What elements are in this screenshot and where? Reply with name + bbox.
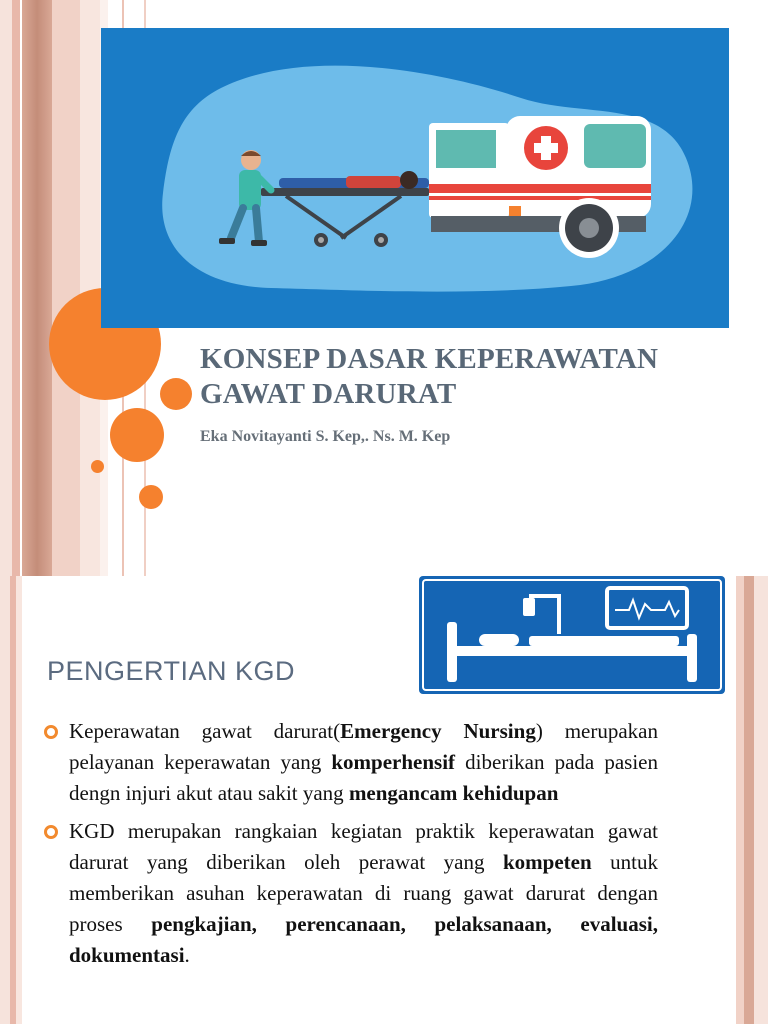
bullet-item-1 bbox=[44, 716, 658, 809]
section-heading: PENGERTIAN KGD bbox=[47, 656, 296, 686]
stripe-dark bbox=[22, 0, 52, 576]
stripe-right-dark bbox=[744, 576, 754, 1024]
title-line-2: GAWAT DARURAT bbox=[200, 378, 457, 410]
definition-slide bbox=[0, 576, 768, 1024]
author-name: Eka Novitayanti S. Kep,. Ns. M. Kep bbox=[200, 428, 451, 445]
orange-circle-medium bbox=[110, 408, 164, 462]
orange-circle-tiny bbox=[91, 460, 104, 473]
hospital-bed-monitor-icon bbox=[419, 576, 725, 694]
stripe-left-pale bbox=[16, 576, 22, 1024]
bullet-circle-icon bbox=[44, 725, 58, 739]
bullet-2-text: KGD merupakan rangkaian kegiatan praktik keperawatan gawat darurat yang diberikan oleh perawat yang kompeten untuk memberikan asuhan keperawatan di ruang gawat darurat dengan proses pengkajian, perencanaan, pelaksanaan, evaluasi, dokumentasi. bbox=[69, 819, 658, 967]
bullet-1-text: Keperawatan gawat darurat(Emergency Nursing) merupakan pelayanan keperawatan yang komperhensif diberikan pada pasien dengn injuri akut atau sakit yang mengancam kehidupan bbox=[69, 719, 658, 805]
stripe-light bbox=[0, 0, 12, 576]
stripe-left-light bbox=[0, 576, 10, 1024]
orange-circle-small-2 bbox=[139, 485, 163, 509]
stripe-mid bbox=[12, 0, 20, 576]
stripe-right-soft bbox=[736, 576, 744, 1024]
ambulance-illustration bbox=[101, 28, 729, 328]
stripe-right-light bbox=[754, 576, 768, 1024]
bullet-list bbox=[44, 716, 658, 978]
hospital-bed-panel bbox=[419, 576, 725, 694]
stripe-soft bbox=[52, 0, 80, 576]
orange-circle-small bbox=[160, 378, 192, 410]
ambulance-banner bbox=[101, 28, 729, 328]
bullet-circle-icon bbox=[44, 825, 58, 839]
title-line-1: KONSEP DASAR KEPERAWATAN bbox=[200, 343, 659, 375]
bullet-item-2 bbox=[44, 816, 658, 971]
page-title bbox=[200, 342, 740, 412]
